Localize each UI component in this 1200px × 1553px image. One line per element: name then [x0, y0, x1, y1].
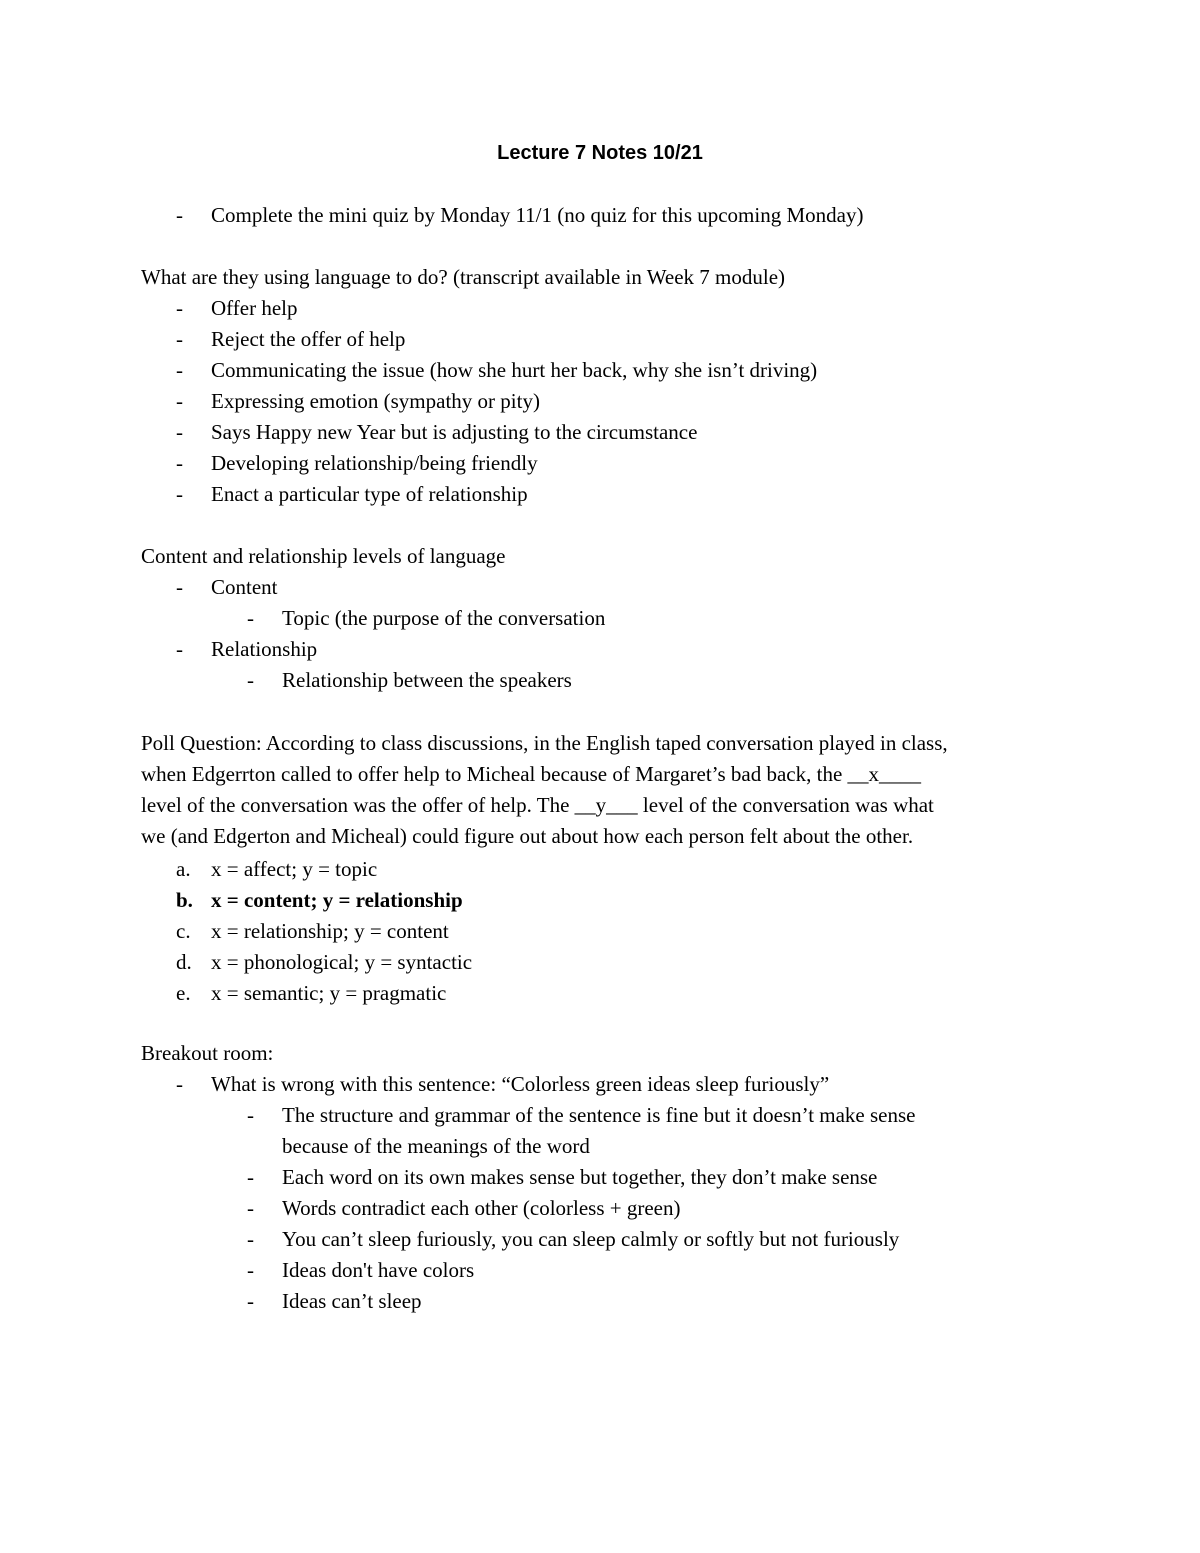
bullet-dash: - [247, 1227, 254, 1251]
poll-question-line: level of the conversation was the offer of help. The __y___ level of the conversation was what [141, 793, 934, 817]
page-title: Lecture 7 Notes 10/21 [497, 142, 703, 164]
bullet-dash: - [247, 1196, 254, 1220]
option-marker: d. [176, 950, 192, 974]
section-heading: Content and relationship levels of language [141, 544, 506, 568]
bullet-dash: - [176, 203, 183, 227]
bullet-dash: - [176, 327, 183, 351]
bullet-dash: - [176, 1072, 183, 1096]
bullet-dash: - [176, 575, 183, 599]
bullet-dash: - [247, 1103, 254, 1127]
option-marker: c. [176, 919, 191, 943]
section-heading: Breakout room: [141, 1041, 274, 1065]
bullet-dash: - [247, 1258, 254, 1282]
poll-question-line: we (and Edgerton and Micheal) could figure out about how each person felt about the other. [141, 824, 914, 848]
bullet-dash: - [176, 389, 183, 413]
document-page: Lecture 7 Notes 10/21 - Complete the mini quiz by Monday 11/1 (no quiz for this upcoming Monday) What are they using language to do? (transcript available in Week 7 module) - Offer help - Reject the offer of help - Communicating the issue (how she hurt her back, why she isn’t driving) - Expressing emotion (sympathy or pity) - Says Happy new Year but is adjusting to the circumstance - Developing relationship/being friendly - Enact a particular type of relationship Content and relationship levels of language - Content - Topic (the purpose of the conversation - Relationship - Relationship between the speakers Poll Question: According to class discussions, in the English taped conversation played in class, when Edgerrton called to offer help to Micheal because of Margaret’s bad back, the __x____ level of the conversation was the offer of help. The __y___ level of the conversation was what we (and Edgerton and Micheal) could figure out about how each person felt about the other. a. x = affect; y = topic b. x = content; y = relationship c. x = relationship; y = content d. x = phonological; y = syntactic e. x = semantic; y = pragmatic Breakout room: - What is wrong with this sentence: “Colorless green ideas sleep furiously” - The structure and grammar of the sentence is fine but it doesn’t make sense because of the meanings of the word - Each word on its own makes sense but together, they don’t make sense - Words contradict each other (colorless + green) - You can’t sleep furiously, you can sleep calmly or softly but not furiously - Ideas don't have colors - Ideas can’t sleep [0, 0, 1200, 1553]
section-heading: What are they using language to do? (transcript available in Week 7 module) [141, 265, 786, 289]
poll-question-line: Poll Question: According to class discussions, in the English taped conversation played in class, [141, 731, 948, 755]
option-marker: e. [176, 981, 191, 1005]
bullet-dash: - [176, 420, 183, 444]
bullet-dash: - [176, 637, 183, 661]
bullet-dash: - [176, 482, 183, 506]
bullet-dash: - [247, 668, 254, 692]
poll-question-line: when Edgerrton called to offer help to Micheal because of Margaret’s bad back, the __x____ [141, 762, 922, 786]
option-marker: b. [176, 888, 193, 912]
bullet-dash: - [247, 606, 254, 630]
option-marker: a. [176, 857, 191, 881]
bullet-dash: - [247, 1289, 254, 1313]
bullet-dash: - [176, 358, 183, 382]
bullet-dash: - [176, 451, 183, 475]
bullet-dash: - [247, 1165, 254, 1189]
bullet-dash: - [176, 296, 183, 320]
